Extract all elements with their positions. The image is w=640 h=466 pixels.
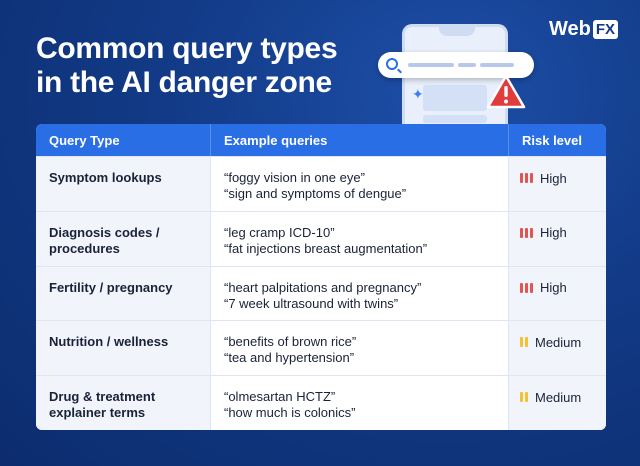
search-placeholder-line	[458, 63, 476, 67]
risk-bars-icon	[520, 283, 533, 293]
title-line-1: Common query types	[36, 32, 338, 65]
search-icon	[386, 58, 398, 70]
phone-content-block	[423, 85, 487, 111]
logo-suffix: FX	[593, 20, 618, 39]
risk-label: Medium	[535, 334, 582, 350]
table-row	[36, 266, 606, 321]
example-queries-cell	[210, 157, 508, 211]
warning-icon	[486, 74, 526, 110]
phone-notch	[439, 26, 475, 36]
query-type-cell: Symptom lookups	[36, 157, 210, 211]
table-row	[36, 156, 606, 211]
example-query: “7 week ultrasound with twins”	[224, 295, 399, 311]
risk-indicator	[520, 225, 567, 241]
table-header	[36, 124, 606, 156]
risk-indicator	[520, 170, 567, 186]
search-placeholder-line	[480, 63, 514, 67]
example-queries-cell	[210, 376, 508, 430]
example-query: “sign and symptoms of dengue”	[224, 186, 407, 201]
query-types-table	[36, 124, 606, 430]
phone-content-line	[423, 115, 487, 123]
risk-indicator	[520, 280, 567, 296]
query-type-cell: Nutrition / wellness	[36, 321, 210, 375]
risk-level-cell	[508, 376, 606, 430]
query-type-cell: Diagnosis codes / procedures	[36, 212, 210, 266]
page-title	[36, 32, 337, 100]
risk-level-cell	[508, 267, 606, 321]
risk-indicator	[520, 334, 581, 350]
risk-level-cell	[508, 157, 606, 211]
query-type-cell: Fertility / pregnancy	[36, 267, 210, 321]
webfx-logo	[549, 18, 618, 41]
risk-label: Medium	[535, 389, 582, 405]
header-query-type: Query Type	[49, 132, 120, 148]
risk-bars-icon	[520, 337, 528, 347]
example-queries-cell	[210, 212, 508, 266]
table-row	[36, 320, 606, 375]
sparkle-icon: ✦	[412, 86, 424, 102]
query-type-cell: Drug & treatment explainer terms	[36, 376, 210, 430]
risk-bars-icon	[520, 392, 528, 402]
header-risk-level: Risk level	[508, 124, 606, 156]
logo-text: Web	[548, 18, 591, 40]
risk-indicator	[520, 389, 581, 405]
title-line-2: in the AI danger zone	[36, 66, 332, 99]
risk-label: High	[540, 170, 567, 186]
example-queries-cell	[210, 321, 508, 375]
example-query: “how much is colonics”	[224, 405, 356, 421]
risk-bars-icon	[520, 228, 533, 238]
example-query: “fat injections breast augmentation”	[224, 240, 428, 256]
risk-level-cell	[508, 212, 606, 266]
table-row	[36, 375, 606, 430]
example-query: “benefits of brown rice”	[224, 334, 357, 350]
example-query: “leg cramp ICD-10”	[224, 224, 335, 240]
example-query: “foggy vision in one eye”	[224, 170, 365, 185]
example-query: “olmesartan HCTZ”	[224, 389, 336, 405]
risk-level-cell	[508, 321, 606, 375]
risk-bars-icon	[520, 173, 533, 183]
risk-label: High	[540, 280, 567, 296]
example-query: “heart palpitations and pregnancy”	[224, 279, 422, 295]
example-queries-cell	[210, 267, 508, 321]
header-example-queries: Example queries	[210, 124, 508, 156]
table-row	[36, 211, 606, 266]
search-placeholder-line	[408, 63, 454, 67]
risk-label: High	[540, 225, 567, 241]
example-query: “tea and hypertension”	[224, 350, 355, 366]
